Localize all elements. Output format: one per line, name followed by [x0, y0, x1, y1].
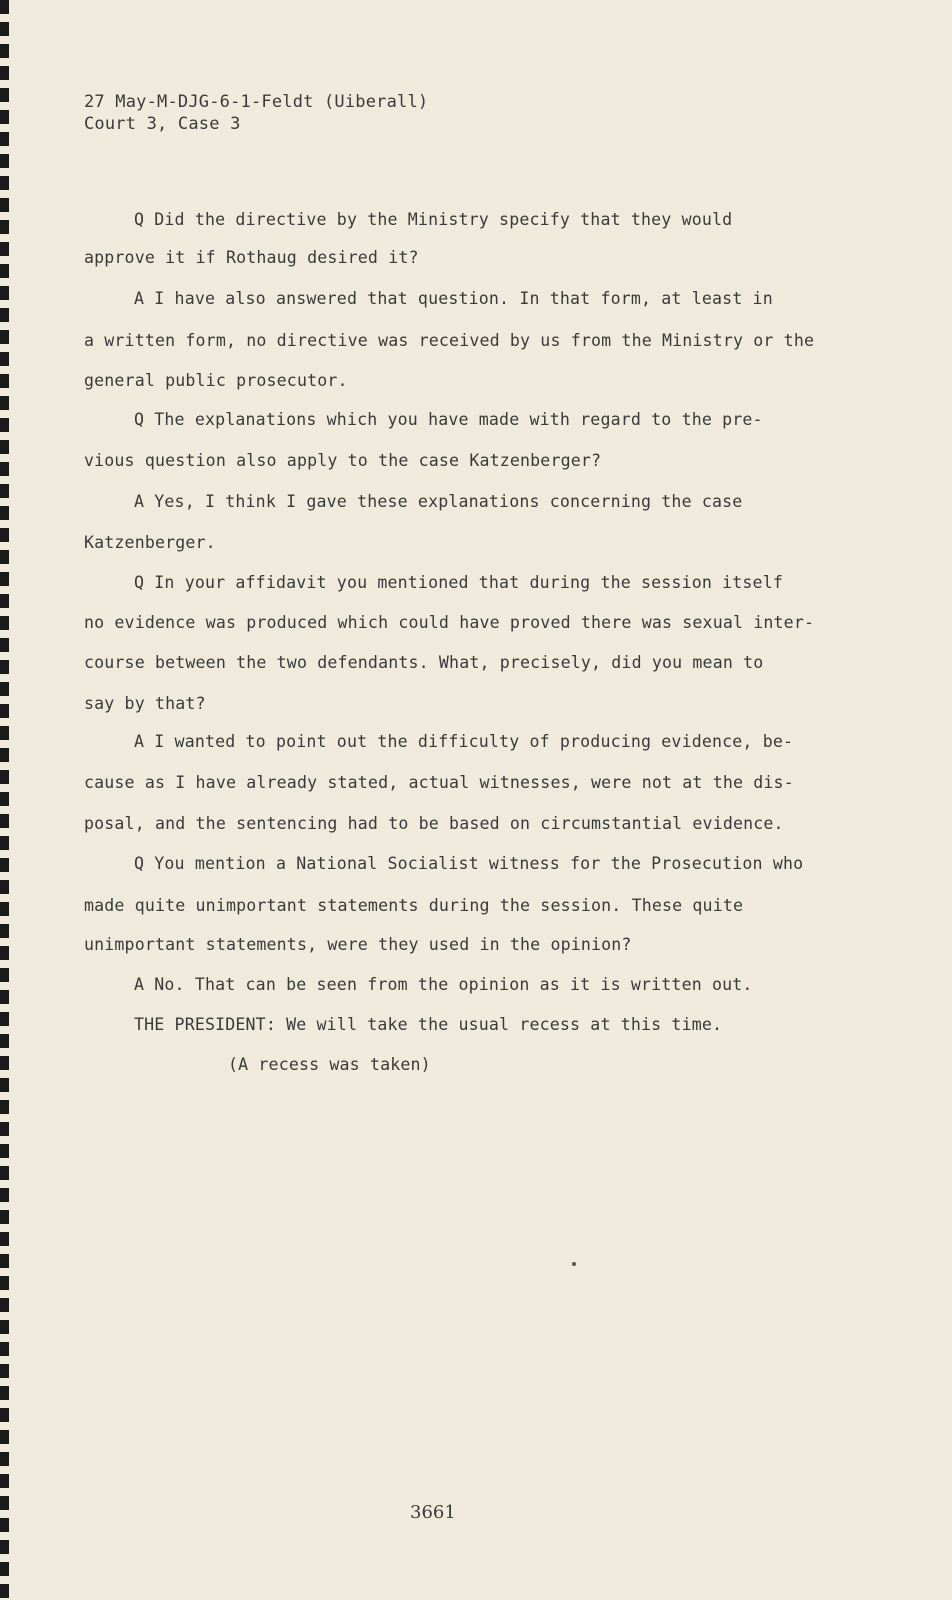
transcript-line: approve it if Rothaug desired it?: [84, 248, 419, 267]
transcript-line: Q In your affidavit you mentioned that during the session itself: [134, 573, 783, 592]
transcript-line: Katzenberger.: [84, 533, 216, 552]
paper-speck: [572, 1262, 576, 1266]
document-header: [84, 91, 428, 135]
transcript-line: a written form, no directive was received by us from the Ministry or the: [84, 331, 815, 350]
page-number: 3661: [410, 1502, 456, 1523]
binding-holes: [0, 0, 9, 1600]
transcript-line: A I have also answered that question. In that form, at least in: [134, 289, 773, 308]
transcript-line: vious question also apply to the case Katzenberger?: [84, 451, 602, 470]
transcript-line: unimportant statements, were they used in the opinion?: [84, 935, 632, 954]
header-reference: 27 May-M-DJG-6-1-Feldt (Uiberall): [84, 92, 429, 112]
transcript-line: Q The explanations which you have made with regard to the pre-: [134, 410, 763, 429]
transcript-line: course between the two defendants. What, precisely, did you mean to: [84, 653, 764, 672]
transcript-line: THE PRESIDENT: We will take the usual recess at this time.: [134, 1015, 723, 1034]
transcript-line: (A recess was taken): [228, 1055, 431, 1074]
transcript-line: A I wanted to point out the difficulty of producing evidence, be-: [134, 732, 794, 751]
transcript-line: posal, and the sentencing had to be based on circumstantial evidence.: [84, 814, 784, 833]
transcript-line: cause as I have already stated, actual witnesses, were not at the dis-: [84, 773, 794, 792]
transcript-line: made quite unimportant statements during the session. These quite: [84, 896, 744, 915]
transcript-line: A Yes, I think I gave these explanations concerning the case: [134, 492, 743, 511]
transcript-line: say by that?: [84, 694, 206, 713]
transcript-line: A No. That can be seen from the opinion as it is written out.: [134, 975, 753, 994]
transcript-line: no evidence was produced which could have proved there was sexual inter-: [84, 613, 815, 632]
transcript-line: general public prosecutor.: [84, 371, 348, 390]
transcript-line: Q You mention a National Socialist witness for the Prosecution who: [134, 854, 804, 873]
transcript-line: Q Did the directive by the Ministry specify that they would: [134, 210, 733, 229]
header-court: Court 3, Case 3: [84, 114, 241, 134]
